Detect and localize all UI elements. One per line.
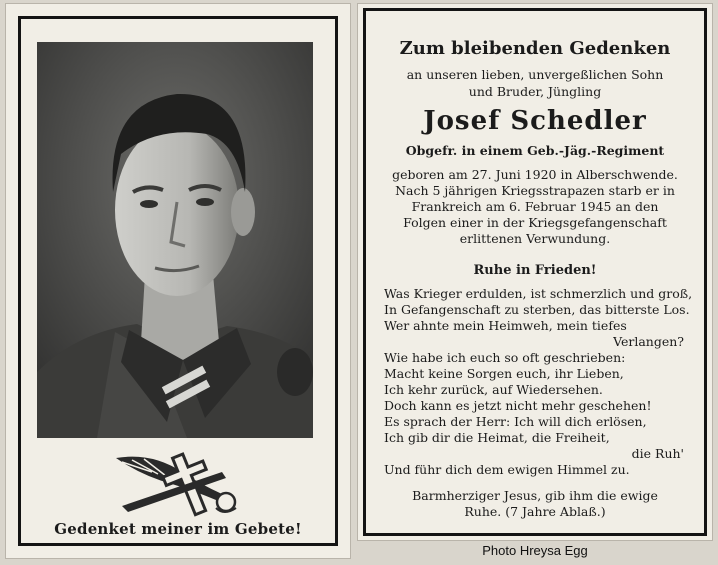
cross-and-eagle-icon: [112, 450, 242, 518]
biography-line: geboren am 27. Juni 1920 in Alberschwende.: [392, 167, 678, 182]
biography-line: Nach 5 jährigen Kriegsstrapazen starb er in: [395, 183, 675, 198]
poem-line: In Gefangenschaft zu sterben, das bitterste Los.: [384, 302, 690, 317]
intro-line: und Bruder, Jüngling: [468, 84, 602, 99]
poem-line: Doch kann es jetzt nicht mehr geschehen!: [384, 398, 652, 413]
prayer-line: Ruhe. (7 Jahre Ablaß.): [464, 504, 606, 519]
rest-in-peace: Ruhe in Frieden!: [473, 263, 597, 278]
poem-line: Verlangen?: [613, 334, 684, 349]
poem-line: Wer ahnte mein Heimweh, mein tiefes: [384, 318, 627, 333]
poem-line: Ich gib dir die Heimat, die Freiheit,: [384, 430, 610, 445]
memorial-text-card: [358, 4, 712, 540]
photo-credit: Photo Hreysa Egg: [482, 543, 588, 558]
biography-line: Folgen einer in der Kriegsgefangenschaft: [403, 215, 667, 230]
poem-line: Wie habe ich euch so oft geschrieben:: [384, 350, 626, 365]
prayer-line: Barmherziger Jesus, gib ihm die ewige: [412, 488, 658, 503]
memorial-photo-card: [6, 4, 350, 558]
intro-line: an unseren lieben, unvergeßlichen Sohn: [406, 67, 664, 82]
prayer-request-text: Gedenket meiner im Gebete!: [54, 520, 302, 538]
poem-line: Und führ dich dem ewigen Himmel zu.: [384, 462, 630, 477]
biography-line: erlittenen Verwundung.: [459, 231, 611, 246]
poem-line: die Ruh': [631, 446, 684, 461]
biography-line: Frankreich am 6. Februar 1945 an den: [411, 199, 659, 214]
poem-line: Ich kehr zurück, auf Wiedersehen.: [384, 382, 603, 397]
poem-line: Macht keine Sorgen euch, ihr Lieben,: [384, 366, 624, 381]
poem-line: Es sprach der Herr: Ich will dich erlösen,: [384, 414, 647, 429]
soldier-portrait-photo: [37, 42, 313, 438]
poem-line: Was Krieger erdulden, ist schmerzlich und groß,: [384, 286, 693, 301]
deceased-name: Josef Schedler: [423, 106, 647, 136]
heading: Zum bleibenden Gedenken: [399, 38, 671, 59]
military-rank: Obgefr. in einem Geb.-Jäg.-Regiment: [405, 143, 665, 158]
